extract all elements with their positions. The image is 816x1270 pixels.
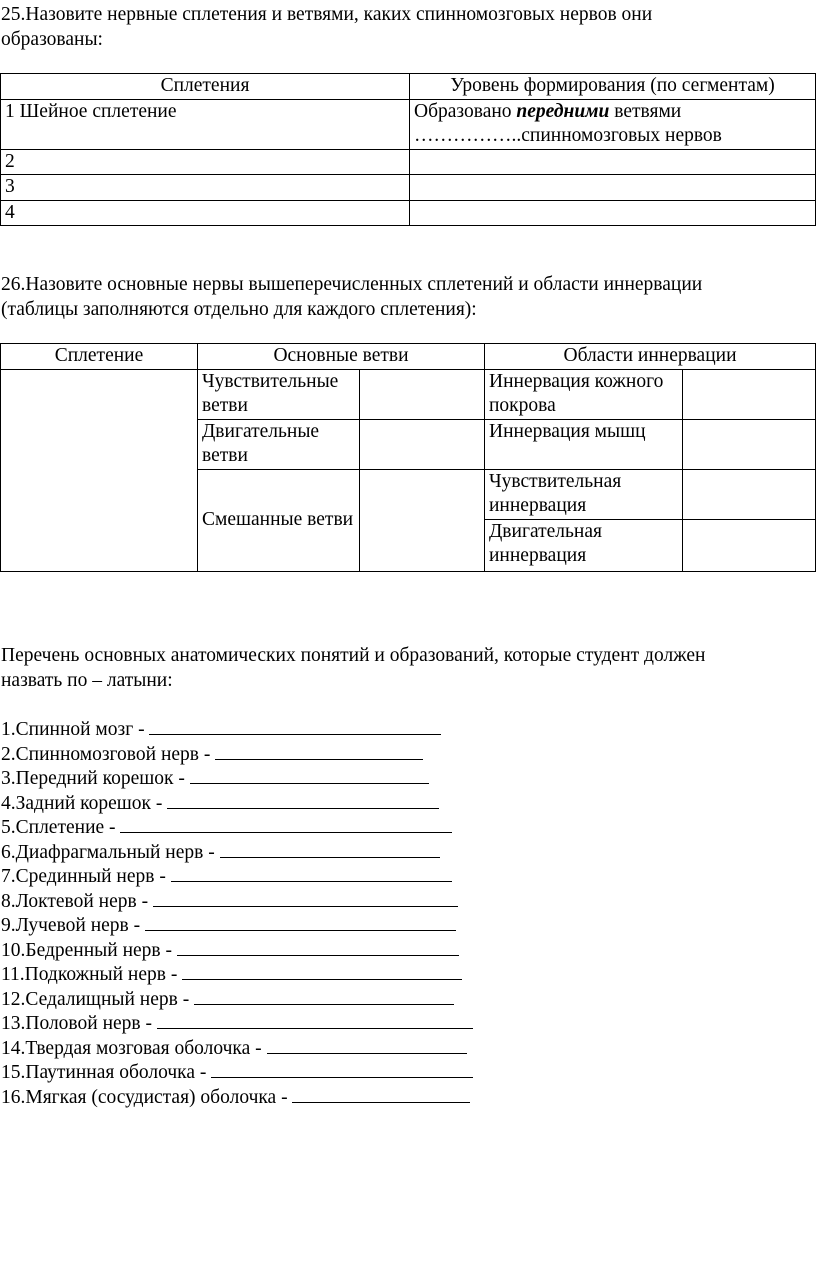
list-item [1, 1010, 815, 1035]
term-label: 3.Передний корешок - [1, 768, 190, 789]
answer-blank[interactable] [215, 741, 423, 760]
cell-plexus-name[interactable] [1, 369, 198, 571]
cell-level-1[interactable] [410, 99, 816, 149]
header-level: Уровень формирования (по сегментам) [410, 74, 816, 100]
answer-blank[interactable] [220, 839, 440, 858]
answer-blank[interactable] [190, 765, 429, 784]
question-25-text-line2: образованы: [1, 28, 103, 50]
question-26-text-line1: 26.Назовите основные нервы вышеперечисленных сплетений и области иннервации [1, 274, 703, 295]
cell-plexus-3[interactable]: 3 [1, 175, 410, 201]
table-header-row [1, 344, 816, 370]
list-item [1, 716, 815, 741]
table-row [1, 200, 816, 226]
level-bold: передними [516, 100, 610, 122]
term-label: 15.Паутинная оболочка - [1, 1062, 212, 1083]
answer-blank[interactable] [182, 961, 462, 980]
header-plexuses: Сплетения [1, 74, 410, 100]
latin-intro [1, 644, 815, 693]
latin-terms-list [1, 716, 815, 1108]
answer-blank[interactable] [292, 1084, 470, 1103]
list-item [1, 986, 815, 1011]
list-item [1, 937, 815, 962]
cell-sensory-branches-answer[interactable] [360, 369, 485, 419]
answer-blank[interactable] [157, 1010, 473, 1029]
table-header-row [1, 74, 816, 100]
list-item [1, 1059, 815, 1084]
cell-level-4[interactable] [410, 200, 816, 226]
header-innervation-areas: Области иннервации [485, 344, 816, 370]
answer-blank[interactable] [145, 912, 456, 931]
cell-sensory-innervation: Чувствительная иннервация [485, 469, 683, 519]
cell-sensory-innervation-answer[interactable] [683, 469, 816, 519]
cell-motor-branches: Двигательные ветви [198, 419, 360, 469]
answer-blank[interactable] [171, 863, 452, 882]
list-item [1, 839, 815, 864]
list-item [1, 741, 815, 766]
question-26-text-line2: (таблицы заполняются отдельно для каждого сплетения): [1, 298, 477, 320]
cell-motor-innervation-answer[interactable] [683, 519, 816, 571]
cell-muscle-innervation-answer[interactable] [683, 419, 816, 469]
header-plexus: Сплетение [1, 344, 198, 370]
cell-motor-branches-answer[interactable] [360, 419, 485, 469]
list-item [1, 1035, 815, 1060]
answer-blank[interactable] [153, 888, 458, 907]
table-row [1, 149, 816, 175]
cell-level-2[interactable] [410, 149, 816, 175]
term-label: 8.Локтевой нерв - [1, 890, 153, 912]
term-label: 1.Спинной мозг - [1, 719, 150, 740]
latin-intro-line2: назвать по – латыни: [1, 669, 173, 691]
term-label: 4.Задний корешок - [1, 792, 168, 814]
answer-blank[interactable] [177, 937, 459, 956]
cell-motor-innervation: Двигательная иннервация [485, 519, 683, 571]
list-item [1, 961, 815, 986]
branches-table [0, 343, 816, 572]
table-row [1, 99, 816, 149]
cell-skin-innervation-answer[interactable] [683, 369, 816, 419]
answer-blank[interactable] [194, 986, 454, 1005]
level-suffix: ветвями [609, 100, 682, 122]
question-26 [1, 273, 815, 322]
question-25 [1, 3, 813, 52]
list-item [1, 765, 815, 790]
list-item [1, 814, 815, 839]
header-main-branches: Основные ветви [198, 344, 485, 370]
level-prefix: Образовано [414, 100, 517, 122]
cell-muscle-innervation: Иннервация мышц [485, 419, 683, 469]
answer-blank[interactable] [149, 716, 441, 735]
term-label: 11.Подкожный нерв - [1, 964, 183, 985]
answer-blank[interactable] [167, 790, 439, 809]
list-item [1, 790, 815, 815]
term-label: 9.Лучевой нерв - [1, 915, 146, 936]
cell-skin-innervation: Иннервация кожного покрова [485, 369, 683, 419]
term-label: 16.Мягкая (сосудистая) оболочка - [1, 1086, 293, 1108]
cell-mixed-branches-answer[interactable] [360, 469, 485, 571]
answer-blank[interactable] [120, 814, 452, 833]
list-item [1, 1084, 815, 1109]
term-label: 6.Диафрагмальный нерв - [1, 841, 220, 863]
plexus-table [0, 73, 816, 226]
cell-plexus-1: 1 Шейное сплетение [1, 99, 410, 149]
cell-plexus-2[interactable]: 2 [1, 149, 410, 175]
list-item [1, 863, 815, 888]
latin-intro-line1: Перечень основных анатомических понятий и образований, которые студент должен [1, 645, 706, 666]
term-label: 2.Спинномозговой нерв - [1, 743, 216, 765]
cell-sensory-branches: Чувствительные ветви [198, 369, 360, 419]
question-25-text-line1: 25.Назовите нервные сплетения и ветвями, каких спинномозговых нервов они [1, 4, 653, 25]
answer-blank[interactable] [211, 1059, 473, 1078]
list-item [1, 912, 815, 937]
cell-plexus-4[interactable]: 4 [1, 200, 410, 226]
table-row [1, 369, 816, 419]
term-label: 13.Половой нерв - [1, 1013, 157, 1034]
level-line2: ……………..спинномозговых нервов [414, 125, 722, 146]
term-label: 14.Твердая мозговая оболочка - [1, 1037, 267, 1059]
term-label: 10.Бедренный нерв - [1, 939, 177, 961]
answer-blank[interactable] [267, 1035, 467, 1054]
term-label: 7.Срединный нерв - [1, 866, 171, 887]
cell-mixed-branches: Смешанные ветви [198, 469, 360, 571]
term-label: 12.Седалищный нерв - [1, 988, 195, 1010]
list-item [1, 888, 815, 913]
term-label: 5.Сплетение - [1, 817, 121, 838]
cell-level-3[interactable] [410, 175, 816, 201]
table-row [1, 175, 816, 201]
